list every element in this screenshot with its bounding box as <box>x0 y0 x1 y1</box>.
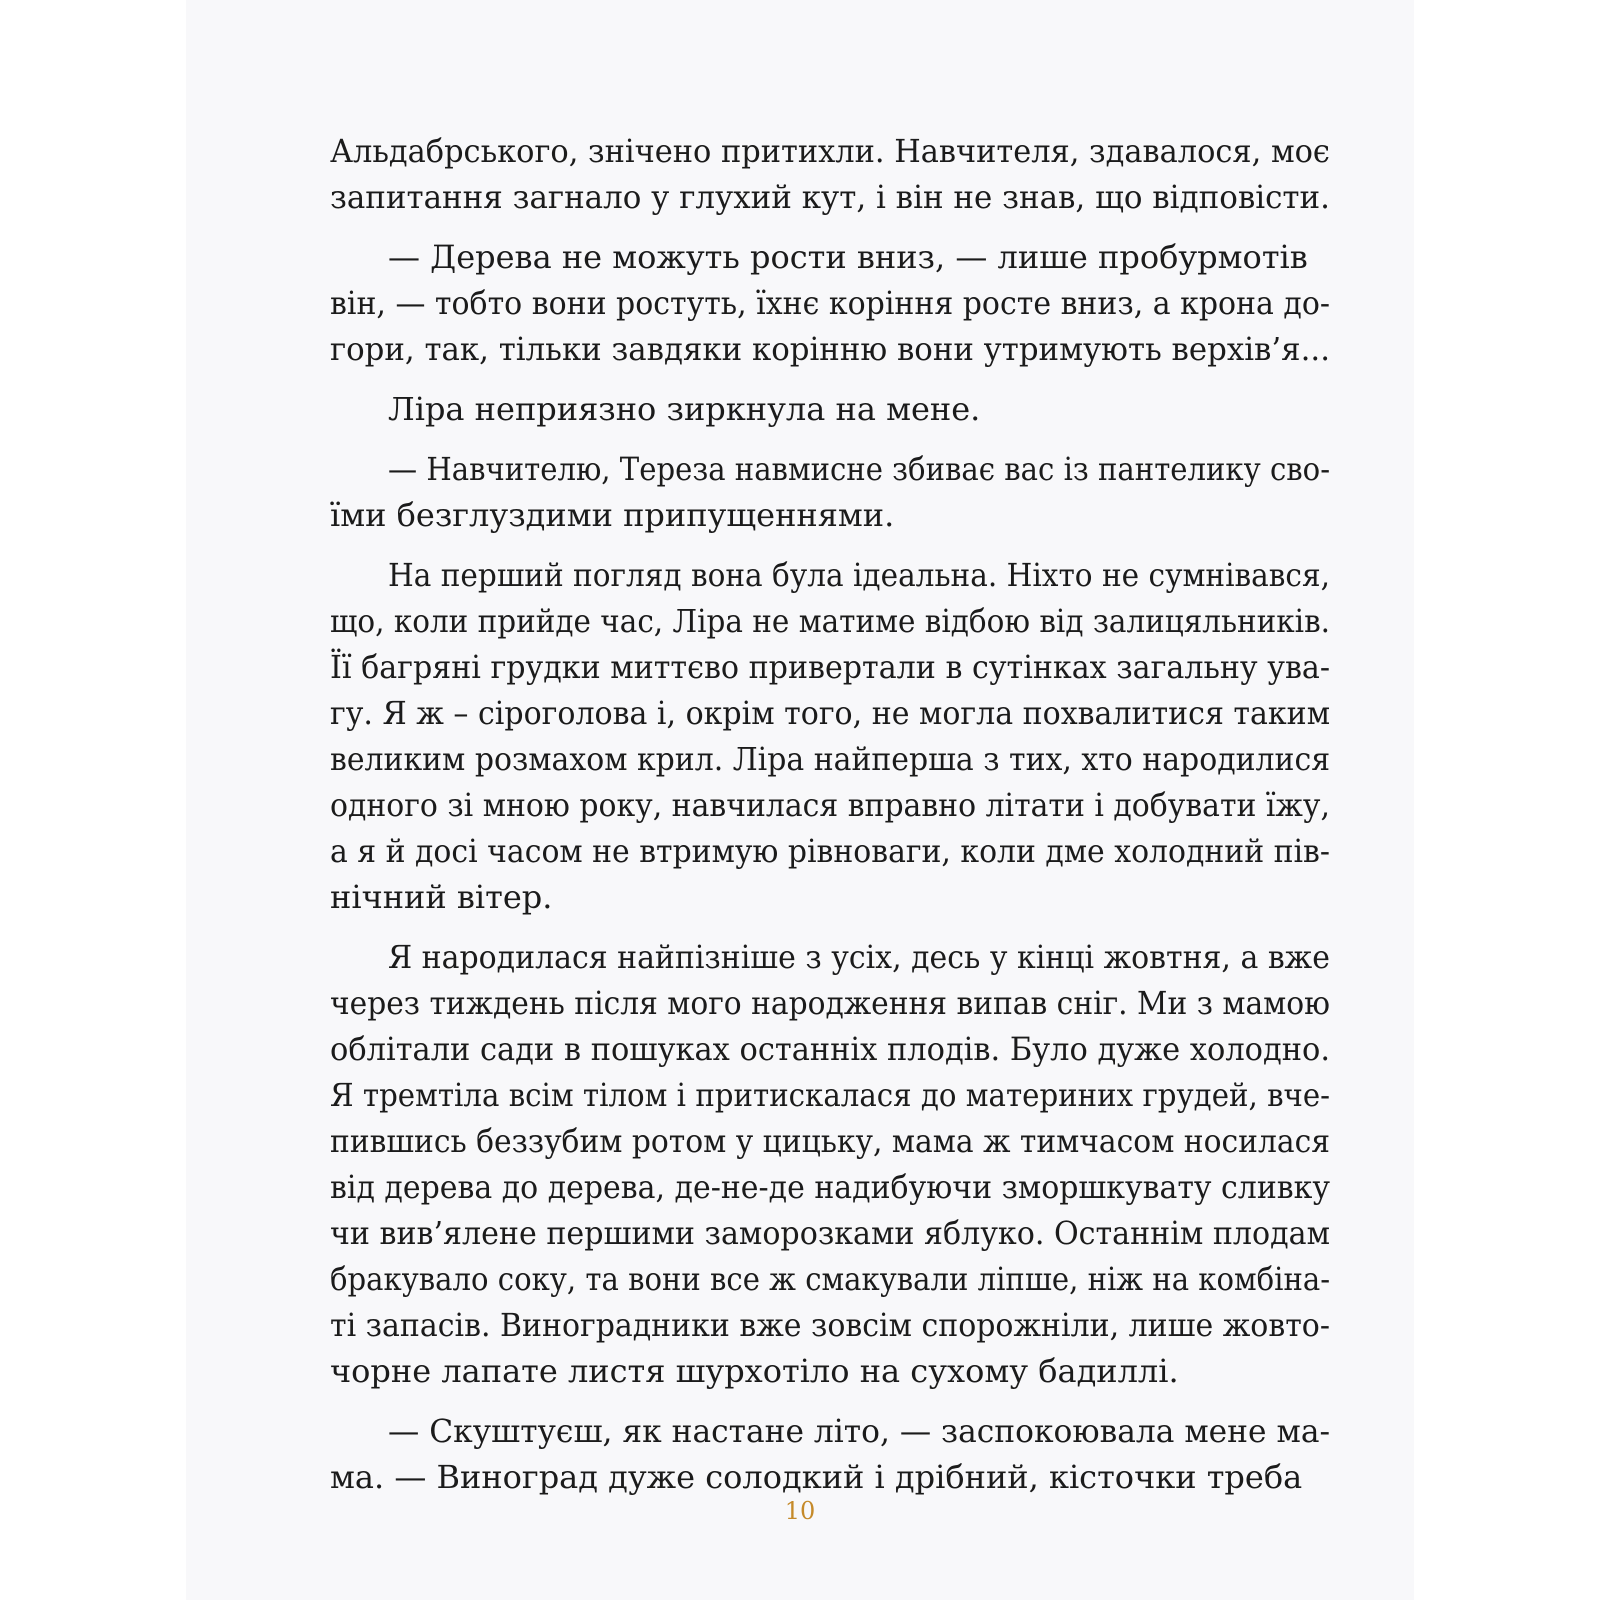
text-line: Ліра неприязно зиркнула на мене. <box>388 390 981 428</box>
text-line: він, — тобто вони ростуть, їхнє коріння росте вниз, а крона до- <box>330 284 1331 322</box>
text-line: Її багряні грудки миттєво привертали в сутінках загальну ува- <box>330 648 1331 686</box>
text-line: їми безглуздими припущеннями. <box>330 496 895 534</box>
text-line: одного зі мною року, навчилася вправно літати і добувати їжу, <box>330 786 1330 824</box>
text-line: чи вив’ялене першими заморозками яблуко. Останнім плодам <box>330 1214 1330 1252</box>
text-line: — Скуштуєш, як настане літо, — заспокоювала мене ма- <box>387 1412 1331 1450</box>
text-line: гу. Я ж – сіроголова і, окрім того, не могла похвалитися таким <box>330 694 1331 732</box>
text-line: Альдабрського, знічено притихли. Навчителя, здавалося, моє <box>330 132 1330 170</box>
text-line: бракувало соку, та вони все ж смакували ліпше, ніж на комбіна- <box>330 1260 1331 1298</box>
text-line: а я й досі часом не втримую рівноваги, коли дме холодний пів- <box>330 832 1330 870</box>
text-line: — Дерева не можуть рости вниз, — лише пробурмотів <box>388 238 1308 276</box>
text-line: що, коли прийде час, Ліра не матиме відбою від залицяльників. <box>330 602 1331 640</box>
text-line: гори, так, тільки завдяки корінню вони утримують верхів’я... <box>330 330 1330 368</box>
text-line: пившись беззубим ротом у цицьку, мама ж тимчасом носилася <box>330 1122 1331 1160</box>
text-line: облітали сади в пошуках останніх плодів. Було дуже холодно. <box>330 1030 1331 1068</box>
text-line: Я тремтіла всім тілом і притискалася до материних грудей, вче- <box>330 1076 1331 1114</box>
text-line: На перший погляд вона була ідеальна. Ніхто не сумнівався, <box>387 556 1330 594</box>
text-line: через тиждень після мого народження випав сніг. Ми з мамою <box>330 984 1331 1022</box>
text-line: ма. — Виноград дуже солодкий і дрібний, кісточки треба <box>330 1458 1303 1496</box>
text-line: — Навчителю, Тереза навмисне збиває вас із пантелику сво- <box>387 450 1331 488</box>
page-number: 10 <box>784 1497 816 1525</box>
text-line: нічний вітер. <box>330 878 553 916</box>
text-line: запитання загнало у глухий кут, і він не знав, що відповісти. <box>330 178 1330 216</box>
body-text <box>330 128 1330 1500</box>
text-line: від дерева до дерева, де-не-де надибуючи зморшкувату сливку <box>330 1168 1330 1206</box>
text-line: Я народилася найпізніше з усіх, десь у кінці жовтня, а вже <box>387 938 1330 976</box>
text-line: великим розмахом крил. Ліра найперша з тих, хто народилися <box>330 740 1331 778</box>
text-line: ті запасів. Виноградники вже зовсім спорожніли, лише жовто- <box>330 1306 1330 1344</box>
text-line: чорне лапате листя шурхотіло на сухому бадиллі. <box>330 1352 1179 1390</box>
